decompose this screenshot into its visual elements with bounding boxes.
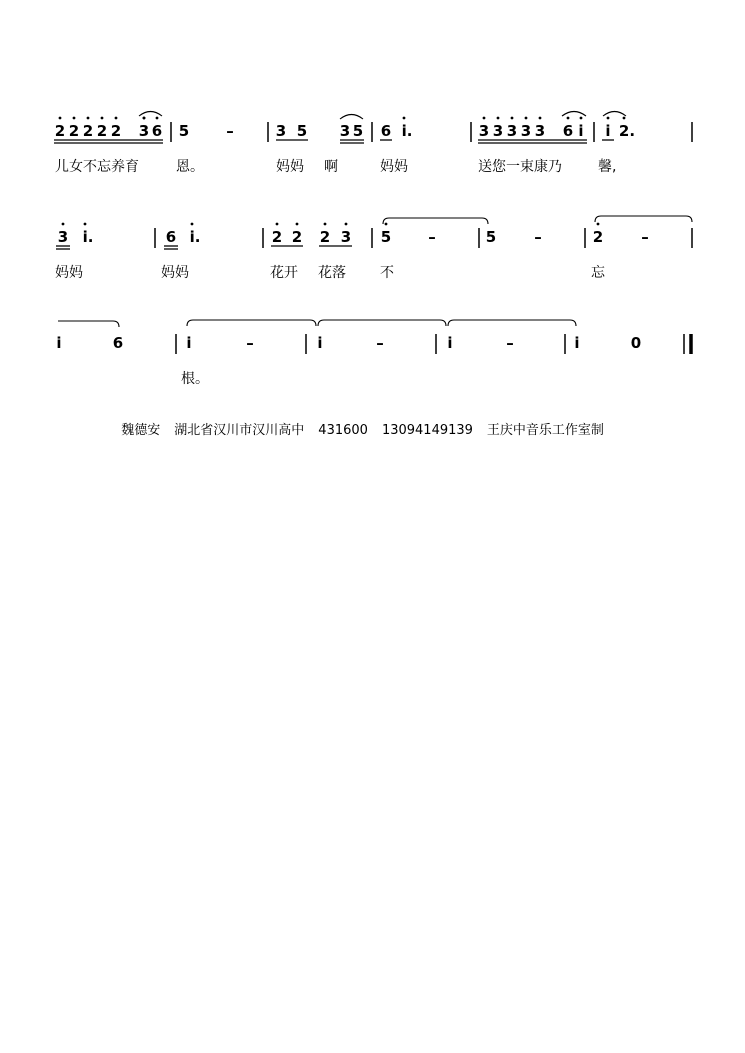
note: 5	[296, 122, 308, 140]
note: i	[317, 334, 323, 352]
lyric-row1-a: 儿女不忘养育	[55, 159, 139, 175]
note: 3	[339, 122, 351, 140]
note: 6	[165, 228, 177, 246]
note: 6	[562, 122, 574, 140]
note: 3	[340, 228, 352, 246]
dash: –	[226, 122, 234, 140]
lyric-row1-d: 啊	[324, 159, 338, 175]
note: 2.	[618, 122, 636, 140]
high-octave-dot	[276, 223, 279, 226]
footer-studio: 王庆中音乐工作室制	[486, 423, 604, 438]
note: 3	[492, 122, 504, 140]
tie	[187, 320, 316, 326]
tie	[448, 320, 576, 326]
high-octave-dot	[87, 117, 90, 120]
high-octave-dot	[511, 117, 514, 120]
high-octave-dot	[623, 117, 626, 120]
note: 3	[520, 122, 532, 140]
note: 6	[112, 334, 124, 352]
footer-address: 湖北省汉川市汉川高中	[174, 423, 305, 438]
high-octave-dot	[525, 117, 528, 120]
dash: –	[506, 334, 514, 352]
lyric-row3-a: 根。	[181, 371, 209, 387]
note: 2	[271, 228, 283, 246]
slur	[340, 115, 363, 120]
note: 3	[534, 122, 546, 140]
tie	[58, 321, 119, 327]
note: 6	[151, 122, 163, 140]
high-octave-dot	[607, 117, 610, 120]
high-octave-dot	[324, 223, 327, 226]
note: i	[605, 122, 611, 140]
note: 5	[178, 122, 190, 140]
note: 5	[485, 228, 497, 246]
tie	[318, 320, 446, 326]
tie	[595, 216, 692, 222]
note: 3	[138, 122, 150, 140]
footer-author: 魏德安	[121, 423, 161, 438]
note: i.	[401, 122, 413, 140]
note: 5	[380, 228, 392, 246]
lyric-row2-a: 妈妈	[55, 265, 83, 281]
footer-phone: 13094149139	[381, 423, 473, 438]
lyric-row2-f: 忘	[591, 265, 605, 281]
lyric-row2-d: 花落	[318, 265, 346, 281]
high-octave-dot	[115, 117, 118, 120]
note: 3	[478, 122, 490, 140]
note: 2	[110, 122, 122, 140]
note: 3	[275, 122, 287, 140]
high-octave-dot	[580, 117, 583, 120]
note: i	[578, 122, 584, 140]
high-octave-dot	[345, 223, 348, 226]
high-octave-dot	[73, 117, 76, 120]
dash: –	[534, 228, 542, 246]
tie	[383, 218, 488, 224]
footer-credits	[113, 404, 618, 438]
note: 2	[82, 122, 94, 140]
high-octave-dot	[62, 223, 65, 226]
high-octave-dot	[483, 117, 486, 120]
lyric-row1-g: 馨,	[598, 159, 617, 175]
note: i.	[189, 228, 201, 246]
high-octave-dot	[403, 117, 406, 120]
note: i	[574, 334, 580, 352]
lyric-row1-c: 妈妈	[276, 159, 304, 175]
note: 2	[54, 122, 66, 140]
note: i.	[82, 228, 94, 246]
high-octave-dot	[597, 223, 600, 226]
high-octave-dot	[143, 117, 146, 120]
note: i	[56, 334, 62, 352]
note: i	[447, 334, 453, 352]
lyric-row1-b: 恩。	[176, 159, 204, 175]
high-octave-dot	[101, 117, 104, 120]
lyric-row2-b: 妈妈	[161, 265, 189, 281]
slur	[139, 112, 162, 117]
note: 2	[96, 122, 108, 140]
high-octave-dot	[59, 117, 62, 120]
dash: –	[428, 228, 436, 246]
high-octave-dot	[296, 223, 299, 226]
note: 5	[352, 122, 364, 140]
note: 3	[57, 228, 69, 246]
slur	[562, 112, 586, 117]
lyric-row2-c: 花开	[270, 265, 298, 281]
dash: –	[641, 228, 649, 246]
dash: –	[246, 334, 254, 352]
high-octave-dot	[539, 117, 542, 120]
high-octave-dot	[191, 223, 194, 226]
note: 3	[506, 122, 518, 140]
lyric-row1-e: 妈妈	[380, 159, 408, 175]
note: 2	[68, 122, 80, 140]
high-octave-dot	[156, 117, 159, 120]
note: 2	[291, 228, 303, 246]
note: i	[186, 334, 192, 352]
footer-postcode: 431600	[318, 423, 368, 438]
dash: –	[376, 334, 384, 352]
note: 2	[592, 228, 604, 246]
lyric-row1-f: 送您一束康乃	[478, 159, 562, 175]
high-octave-dot	[84, 223, 87, 226]
slur	[603, 112, 626, 117]
note: 2	[319, 228, 331, 246]
rest: 0	[630, 334, 642, 352]
high-octave-dot	[567, 117, 570, 120]
high-octave-dot	[497, 117, 500, 120]
lyric-row2-e: 不	[380, 265, 394, 281]
high-octave-dot	[385, 223, 388, 226]
note: 6	[380, 122, 392, 140]
